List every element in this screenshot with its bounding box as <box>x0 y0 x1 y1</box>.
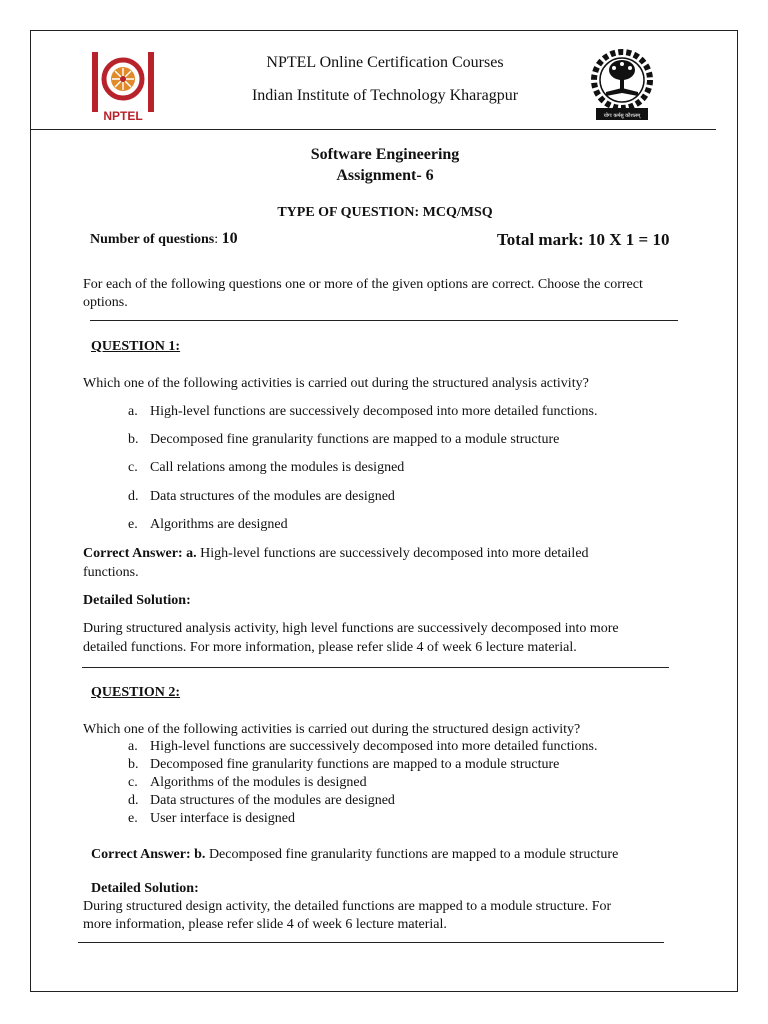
divider-2 <box>82 667 669 668</box>
q1-option-a: a. High-level functions are successively decomposed into more detailed functions. <box>128 404 598 419</box>
num-questions-value: 10 <box>221 230 238 247</box>
q2-heading: QUESTION 2: <box>91 685 181 700</box>
q2-option-c: c. Algorithms of the modules is designed <box>128 775 367 790</box>
q1-correct-answer: Correct Answer: a. High-level functions are successively decomposed into more detailed <box>83 546 589 561</box>
question-type: TYPE OF QUESTION: MCQ/MSQ <box>277 205 493 220</box>
q2-solution-label: Detailed Solution: <box>91 881 199 896</box>
q1-option-b: b. Decomposed fine granularity functions are mapped to a module structure <box>128 432 560 447</box>
q1-heading: QUESTION 1: <box>91 339 181 354</box>
course-title: Software Engineering <box>310 146 460 163</box>
q2-option-e: e. User interface is designed <box>128 811 295 826</box>
instructions-line1: For each of the following questions one or more of the given options are correct. Choose the correct <box>83 277 643 292</box>
nptel-logo <box>90 52 156 124</box>
q2-option-d: d. Data structures of the modules are designed <box>128 793 395 808</box>
header-line1: NPTEL Online Certification Courses <box>266 54 504 71</box>
q1-option-d: d. Data structures of the modules are designed <box>128 489 395 504</box>
q2-solution-line2: more information, please refer slide 4 of week 6 lecture material. <box>83 917 447 932</box>
q1-correct-answer-cont: functions. <box>83 565 139 580</box>
q1-question: Which one of the following activities is carried out during the structured analysis activity? <box>83 376 589 391</box>
nptel-logo-text: NPTEL <box>103 109 143 123</box>
num-questions-label: Number of questions <box>90 232 215 247</box>
q1-option-e: e. Algorithms are designed <box>128 517 288 532</box>
assignment-title: Assignment- 6 <box>336 167 434 184</box>
q1-option-c: c. Call relations among the modules is designed <box>128 460 405 475</box>
header-line2: Indian Institute of Technology Kharagpur <box>251 87 519 104</box>
num-questions-sep: : <box>214 232 222 247</box>
iit-kharagpur-logo <box>590 46 654 122</box>
q2-solution-line1: During structured design activity, the detailed functions are mapped to a module structure. For <box>83 899 612 914</box>
instructions-line2: options. <box>83 295 128 310</box>
number-of-questions <box>90 230 238 248</box>
q2-question: Which one of the following activities is carried out during the structured design activity? <box>83 722 581 737</box>
q1-solution-label: Detailed Solution: <box>83 593 191 608</box>
total-mark: Total mark: 10 X 1 = 10 <box>497 230 670 249</box>
svg-text:योगः कर्मसु कौशलम्: योगः कर्मसु कौशलम् <box>603 113 641 119</box>
header-divider <box>30 129 716 130</box>
q1-solution-line1: During structured analysis activity, high level functions are successively decomposed into more <box>83 621 619 636</box>
q2-correct-answer: Correct Answer: b. Decomposed fine granularity functions are mapped to a module structure <box>91 847 619 862</box>
q1-solution-line2: detailed functions. For more information, please refer slide 4 of week 6 lecture material. <box>83 640 577 655</box>
divider-1 <box>90 320 678 321</box>
q2-option-b: b. Decomposed fine granularity functions are mapped to a module structure <box>128 757 560 772</box>
q2-option-a: a. High-level functions are successively decomposed into more detailed functions. <box>128 739 598 754</box>
divider-3 <box>78 942 664 943</box>
